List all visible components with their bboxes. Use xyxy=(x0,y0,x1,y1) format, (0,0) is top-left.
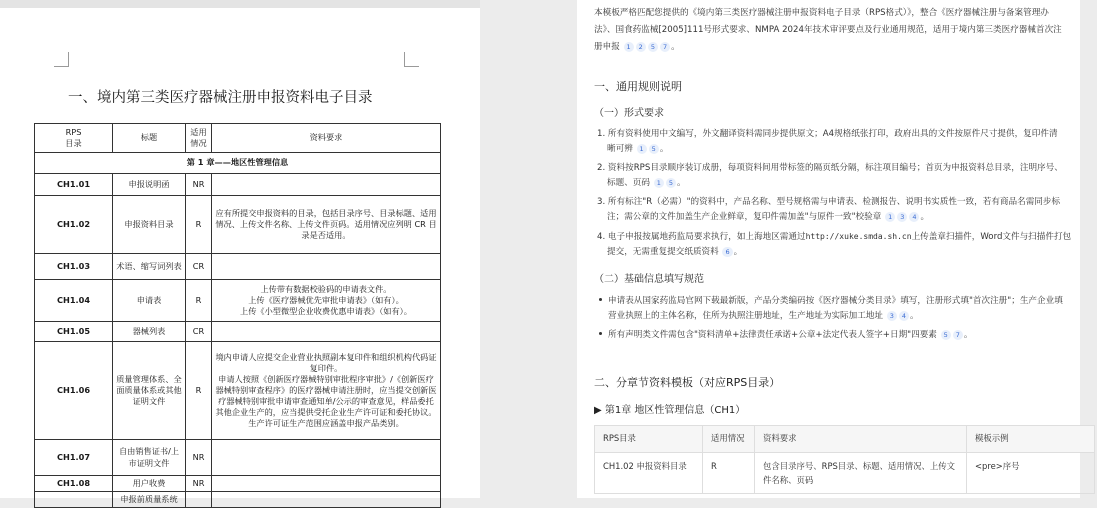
bullet-line: 营业执照上的主体名称，住所为执照注册地址，生产地址为实际加工地址 3 4 。 xyxy=(608,311,919,321)
row-title: 器械列表 xyxy=(113,322,186,342)
header-rps: RPS 目录 xyxy=(35,124,113,153)
list-item-text: 上传盖章扫描件，Word文件与扫描件打包 xyxy=(911,232,1072,242)
bullet-icon xyxy=(599,298,602,301)
heading-chapter-1: ▶ 第1章 地区性管理信息（CH1） xyxy=(594,405,746,416)
upload-url-link[interactable]: http://xuke.smda.sh.cn xyxy=(805,232,912,241)
list-item-line xyxy=(597,229,1097,245)
chapter-row xyxy=(35,153,441,174)
row-applicable: NR xyxy=(186,174,212,196)
table-header-row xyxy=(35,124,441,153)
table-row xyxy=(35,440,441,476)
citation-badge[interactable]: 7 xyxy=(953,330,963,340)
row-code: CH1.05 xyxy=(35,322,113,342)
row-title: 用户收费 xyxy=(113,476,186,492)
row-code: CH1.06 xyxy=(35,342,113,440)
intro-tail: 。 xyxy=(671,42,680,52)
citation-badge[interactable]: 6 xyxy=(722,247,732,257)
list-item-line: 1. 所有资料使用中文编写，外文翻译资料需同步提供原文；A4规格纸张打印，政府出具的文件按原件尺寸提供，复印件清 xyxy=(597,129,1058,139)
citation-badge[interactable]: 3 xyxy=(887,311,897,321)
list-item-text: 标题、页码 xyxy=(607,178,650,188)
row-requirements: 包含目录序号、RPS目录、标题、适用情况、上传文件名称、页码 xyxy=(755,453,967,494)
intro-line: 法》、国食药监械[2005]111号形式要求、NMPA 2024年技术审评要点及行业通用规范，适用于境内第三类医疗器械首次注 xyxy=(594,25,1062,35)
header-applicable: 适用情况 xyxy=(703,426,755,453)
bullet-line xyxy=(597,294,1097,309)
header-applicable: 适用 情况 xyxy=(186,124,212,153)
row-title: 自由销售证书/上市证明文件 xyxy=(113,440,186,476)
citation-badge[interactable]: 1 xyxy=(637,144,647,154)
row-title: 质量管理体系、全面质量体系或其他证明文件 xyxy=(113,342,186,440)
table-row xyxy=(35,174,441,196)
row-applicable xyxy=(186,492,212,508)
row-code xyxy=(35,492,113,508)
row-requirements xyxy=(212,174,441,196)
row-requirements xyxy=(212,322,441,342)
chapter-title: 第 1 章——地区性管理信息 xyxy=(35,153,441,174)
word-document-page xyxy=(0,0,480,505)
list-item-line: 注；需公章的文件加盖生产企业鲜章，复印件需加盖"与原件一致"校验章 1 3 4 。 xyxy=(607,212,930,222)
bullet-line: 所有声明类文件需包含"资料清单+法律责任承诺+公章+法定代表人签字+日期"四要素 5 7 。 xyxy=(597,328,1097,343)
header-rps: RPS目录 xyxy=(595,426,703,453)
citation-badge[interactable]: 5 xyxy=(666,178,676,188)
citation-badge[interactable]: 4 xyxy=(899,311,909,321)
row-applicable: CR xyxy=(186,322,212,342)
heading-chapter-templates: 二、分章节资料模板（对应RPS目录） xyxy=(594,376,781,389)
table-row xyxy=(35,492,441,508)
row-requirements: 上传带有数据校验码的申请表文件。 上传《医疗器械优先审批申请表》（如有）。 上传《小型微型企业收费优惠申请表》（如有）。 xyxy=(212,280,441,322)
citation-badge[interactable]: 1 xyxy=(654,178,664,188)
table-row xyxy=(35,342,441,440)
bullet-icon xyxy=(599,332,602,335)
list-item-line: 3. 所有标注"R（必需）"的资料中，产品名称、型号规格需与申请表、检测报告、说明书实质性一致，若有商品名需同步标 xyxy=(597,197,1061,207)
header-requirements: 资料要求 xyxy=(755,426,967,453)
table-header-row xyxy=(595,426,1095,453)
citation-badge[interactable]: 4 xyxy=(909,212,919,222)
row-title: 申报前质量系统 xyxy=(113,492,186,508)
row-title: 术语、缩写词列表 xyxy=(113,254,186,280)
list-item-text: 4. 电子申报按属地药监局要求执行，如上海地区需通过 xyxy=(597,232,806,242)
list-item xyxy=(597,229,1097,260)
citation-badge[interactable]: 5 xyxy=(941,330,951,340)
citation-badge[interactable]: 7 xyxy=(660,42,670,52)
page-top-strip xyxy=(0,0,480,8)
row-template-example: <pre>序号 xyxy=(967,453,1095,494)
row-code: CH1.02 申报资料目录 xyxy=(595,453,703,494)
list-item-text: 晰可辨 xyxy=(607,144,633,154)
row-applicable: R xyxy=(186,280,212,322)
rps-catalog-table xyxy=(34,123,441,508)
row-requirements xyxy=(212,254,441,280)
row-requirements: 应有所提交申报资料的目录，包括目录序号、目录标题、适用情况、上传文件名称、上传文件页码。适用情况应列明 CR 目录是否适用。 xyxy=(212,196,441,254)
row-requirements xyxy=(212,492,441,508)
row-title: 申请表 xyxy=(113,280,186,322)
table-row xyxy=(35,254,441,280)
page-corner-mark-left xyxy=(54,52,69,67)
list-item-text: 提交，无需重复提交纸质资料 xyxy=(607,247,719,257)
bullet-item xyxy=(597,328,1097,343)
row-title: 申报资料目录 xyxy=(113,196,186,254)
table-row xyxy=(595,453,1095,494)
citation-badge[interactable]: 1 xyxy=(885,212,895,222)
row-requirements: 境内申请人应提交企业营业执照副本复印件和组织机构代码证复印件。 申请人按照《创新医疗器械特别审批程序审批》/《创新医疗器械特别审查程序》的医疗器械申请注册时，应当提交创新医疗器械特别审批申请审查通知单/公示的审查意见，样品委托其他企业生产的，应当提供受托企业生产许可证和委托协议。生产许可证生产范围应涵盖申报产品类别。 xyxy=(212,342,441,440)
intro-text: 册申报 xyxy=(594,42,620,52)
header-title: 标题 xyxy=(113,124,186,153)
list-item-text: 注；需公章的文件加盖生产企业鲜章，复印件需加盖"与原件一致"校验章 xyxy=(607,212,882,222)
row-applicable: R xyxy=(186,196,212,254)
list-item-line: 2. 资料按RPS目录顺序装订成册，每项资料间用带标签的隔页纸分隔，标注项目编号；首页为申报资料总目录，注明序号、 xyxy=(597,163,1063,173)
citation-badge[interactable]: 5 xyxy=(648,42,658,52)
list-item xyxy=(597,127,1097,157)
chapter-template-table xyxy=(594,425,1095,494)
intro-line-last xyxy=(594,39,1094,56)
bullet-text: 所有声明类文件需包含"资料清单+法律责任承诺+公章+法定代表人签字+日期"四要素 xyxy=(608,330,937,340)
row-applicable: R xyxy=(703,453,755,494)
row-requirements xyxy=(212,476,441,492)
bullet-text: 营业执照上的主体名称，住所为执照注册地址，生产地址为实际加工地址 xyxy=(608,311,884,321)
row-code: CH1.01 xyxy=(35,174,113,196)
list-item-line: 提交，无需重复提交纸质资料 6 。 xyxy=(607,247,743,257)
intro-paragraph xyxy=(594,5,1094,56)
list-item-line: 晰可辨 1 5 。 xyxy=(607,144,669,154)
header-template-example: 模板示例 xyxy=(967,426,1095,453)
row-title: 申报说明函 xyxy=(113,174,186,196)
table-row xyxy=(35,280,441,322)
citation-badge[interactable]: 3 xyxy=(897,212,907,222)
intro-line: 本模板严格匹配您提供的《境内第三类医疗器械注册申报资料电子目录（RPS格式）》，整合《医疗器械注册与备案管理办 xyxy=(594,8,1049,18)
heading-general-rules: 一、通用规则说明 xyxy=(594,80,682,93)
row-requirements xyxy=(212,440,441,476)
bullet-text: 申请表从国家药监局官网下载最新版，产品分类编码按《医疗器械分类目录》填写，注册形式填"首次注册"；生产企业填 xyxy=(608,296,1063,306)
list-item xyxy=(597,195,1097,225)
header-requirements: 资料要求 xyxy=(212,124,441,153)
list-item xyxy=(597,161,1097,191)
heading-basic-info: （二）基础信息填写规范 xyxy=(594,274,704,285)
row-applicable: R xyxy=(186,342,212,440)
document-title: 一、境内第三类医疗器械注册申报资料电子目录 xyxy=(68,90,373,106)
bullet-item xyxy=(597,294,1097,324)
row-code: CH1.07 xyxy=(35,440,113,476)
page-corner-mark-right xyxy=(404,52,419,67)
row-applicable: CR xyxy=(186,254,212,280)
row-code: CH1.08 xyxy=(35,476,113,492)
heading-form-requirements: （一）形式要求 xyxy=(594,108,664,119)
citation-badge[interactable]: 5 xyxy=(649,144,659,154)
table-row xyxy=(35,476,441,492)
table-row xyxy=(35,196,441,254)
citation-badge[interactable]: 2 xyxy=(636,42,646,52)
row-applicable: NR xyxy=(186,476,212,492)
list-item-line: 标题、页码 1 5 。 xyxy=(607,178,686,188)
citation-badge[interactable]: 1 xyxy=(624,42,634,52)
row-code: CH1.02 xyxy=(35,196,113,254)
row-applicable: NR xyxy=(186,440,212,476)
row-code: CH1.03 xyxy=(35,254,113,280)
row-code: CH1.04 xyxy=(35,280,113,322)
table-row xyxy=(35,322,441,342)
markdown-preview-pane xyxy=(577,0,1080,498)
